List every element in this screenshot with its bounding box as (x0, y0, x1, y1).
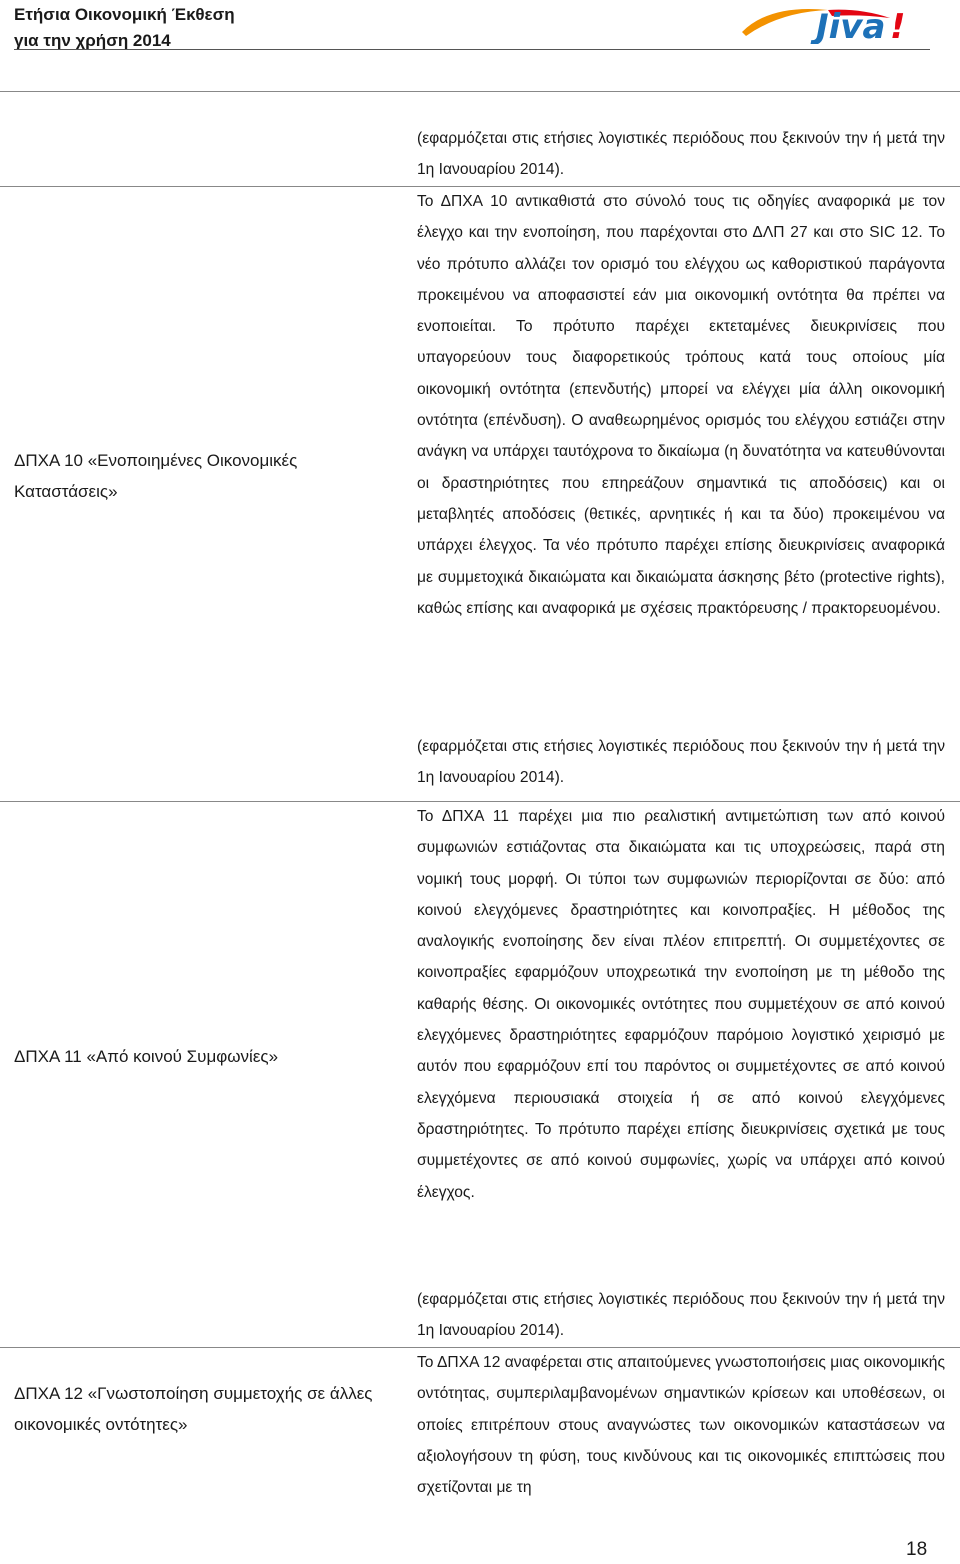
svg-text:Jiva: Jiva (816, 7, 886, 44)
row-3-standard-title: ΔΠΧΑ 12 «Γνωστοποίηση συμμετοχής σε άλλες οικονομικές οντότητες» (14, 1384, 373, 1434)
header-divider (14, 49, 930, 50)
row-1-standard-title: ΔΠΧΑ 10 «Ενοποιημένες Οικονομικές Καταστάσεις» (14, 451, 298, 501)
svg-text:!: ! (890, 7, 906, 44)
jiva-logo-icon (740, 2, 916, 44)
row-0-paragraph-0: (εφαρμόζεται στις ετήσιες λογιστικές περιόδους που ξεκινούν την ή μετά την 1η Ιανουαρίου 2014). (417, 130, 945, 179)
report-title-line1: Ετήσια Οικονομική Έκθεση (14, 5, 235, 24)
row-2-standard-title: ΔΠΧΑ 11 «Από κοινού Συμφωνίες» (14, 1047, 279, 1066)
page-header (0, 0, 960, 58)
report-title-line2: για την χρήση 2014 (14, 31, 171, 50)
page-number: 18 (906, 1539, 928, 1560)
table-top-border (0, 91, 960, 92)
jiva-logo (740, 2, 916, 44)
report-title (14, 2, 235, 54)
row-1-paragraph-0: Το ΔΠΧΑ 10 αντικαθιστά στο σύνολό τους τις οδηγίες αναφορικά με τον έλεγχο και την ενοποίηση, που παρέχονται στο ΔΛΠ 27 και στο SIC 12. Το νέο πρότυπο αλλάζει τον ορισμό του ελέγχου ως καθοριστικού παράγοντα προκειμένου να αποφασιστεί εάν μια οικονομική οντότητα θα πρέπει να ενοποιείται. Το πρότυπο παρέχει εκτεταμένες διευκρινίσεις που υπαγορεύουν τους διαφορετικούς τρόπους κατά τους οποίους μία οικονομική οντότητα (επενδυτής) μπορεί να ελέγχει μία άλλη οικονομική οντότητα (επένδυση). Ο αναθεωρημένος ορισμός του ελέγχου εστιάζει στην ανάγκη να υπάρχει ταυτόχρονα το δικαίωμα (η δυνατότητα να κατευθύνονται οι δραστηριότητες που επηρεάζουν σημαντικά τις αποδόσεις) και οι μεταβλητές αποδόσεις (θετικές, αρνητικές ή και τα δύο) προκειμένου να υπάρχει έλεγχος. Τα νέο πρότυπο παρέχει επίσης διευκρινίσεις αναφορικά με συμμετοχικά δικαιώματα και δικαιώματα άσκησης βέτο (protective rights), καθώς επίσης και αναφορικά με σχέσεις πρακτόρευσης / πρακτορευομένου. (417, 193, 945, 617)
row-1-paragraph-1: (εφαρμόζεται στις ετήσιες λογιστικές περιόδους που ξεκινούν την ή μετά την 1η Ιανουαρίου 2014). (417, 738, 945, 787)
row-2-paragraph-0: Το ΔΠΧΑ 11 παρέχει μια πιο ρεαλιστική αντιμετώπιση των από κοινού συμφωνιών εστιάζοντας στα δικαιώματα και τις υποχρεώσεις, παρά στη νομική τους μορφή. Οι τύποι των συμφωνιών περιορίζονται σε δύο: από κοινού ελεγχόμενες δραστηριότητες και κοινοπραξίες. Η μέθοδος της αναλογικής ενοποίησης δεν είναι πλέον επιτρεπτή. Οι συμμετέχοντες σε κοινοπραξίες εφαρμόζουν υποχρεωτικά την ενοποίηση με τη μέθοδο της καθαρής θέσης. Οι οικονομικές οντότητες που συμμετέχουν σε από κοινού ελεγχόμενες δραστηριότητες εφαρμόζουν παρόμοιο λογιστικό χειρισμό με αυτόν που εφαρμόζουν επί του παρόντος οι συμμετέχοντες σε από κοινού ελεγχόμενα περιουσιακά στοιχεία ή σε από κοινού ελεγχόμενες δραστηριότητες. Το πρότυπο παρέχει επίσης διευκρινίσεις σχετικά με τους συμμετέχοντες σε από κοινού συμφωνίες, χωρίς να υπάρχει από κοινού έλεγχος. (417, 808, 945, 1201)
row-2-paragraph-1: (εφαρμόζεται στις ετήσιες λογιστικές περιόδους που ξεκινούν την ή μετά την 1η Ιανουαρίου 2014). (417, 1291, 945, 1340)
row-3-paragraph-0: Το ΔΠΧΑ 12 αναφέρεται στις απαιτούμενες γνωστοποιήσεις μιας οικονομικής οντότητας, συμπεριλαμβανομένων σημαντικών κρίσεων και υποθέσεων, οι οποίες επιτρέπουν στους αναγνώστες των οικονομικών καταστάσεων να αξιολογήσουν τη φύση, τους κινδύνους και τις οικονομικές επιπτώσεις που σχετίζονται με τη (417, 1354, 945, 1497)
